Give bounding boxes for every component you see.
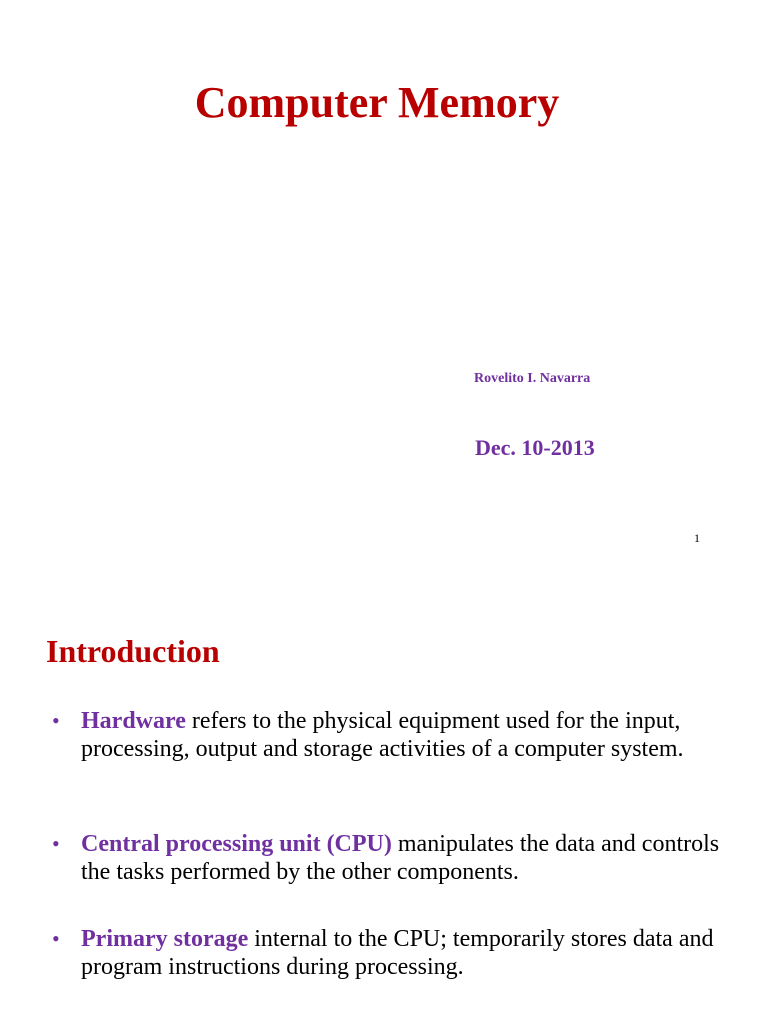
section-heading: Introduction [46,633,220,669]
bullet-icon: • [52,831,60,856]
bullet-term: Hardware [81,708,186,734]
bullet-description: refers to the physical equipment used for the input, processing, output and storage activities of a computer system. [81,708,684,762]
bullet-icon: • [52,708,60,733]
bullet-text [81,707,721,763]
slide-introduction [0,575,768,1024]
presentation-date: Dec. 10-2013 [475,435,595,460]
bullet-description: internal to the CPU; temporarily stores data and program instructions during processing. [81,926,714,980]
slide-title: Computer Memory [194,78,560,127]
bullet-text [81,925,721,981]
bullet-term: Central processing unit (CPU) [81,831,392,857]
author-name: Rovelito I. Navarra [474,371,591,386]
bullet-term: Primary storage [81,926,249,952]
bullet-text [81,830,721,886]
bullet-icon: • [52,926,60,951]
bullet-description: manipulates the data and controls the tasks performed by the other components. [81,831,720,885]
page-number: 1 [694,531,700,545]
